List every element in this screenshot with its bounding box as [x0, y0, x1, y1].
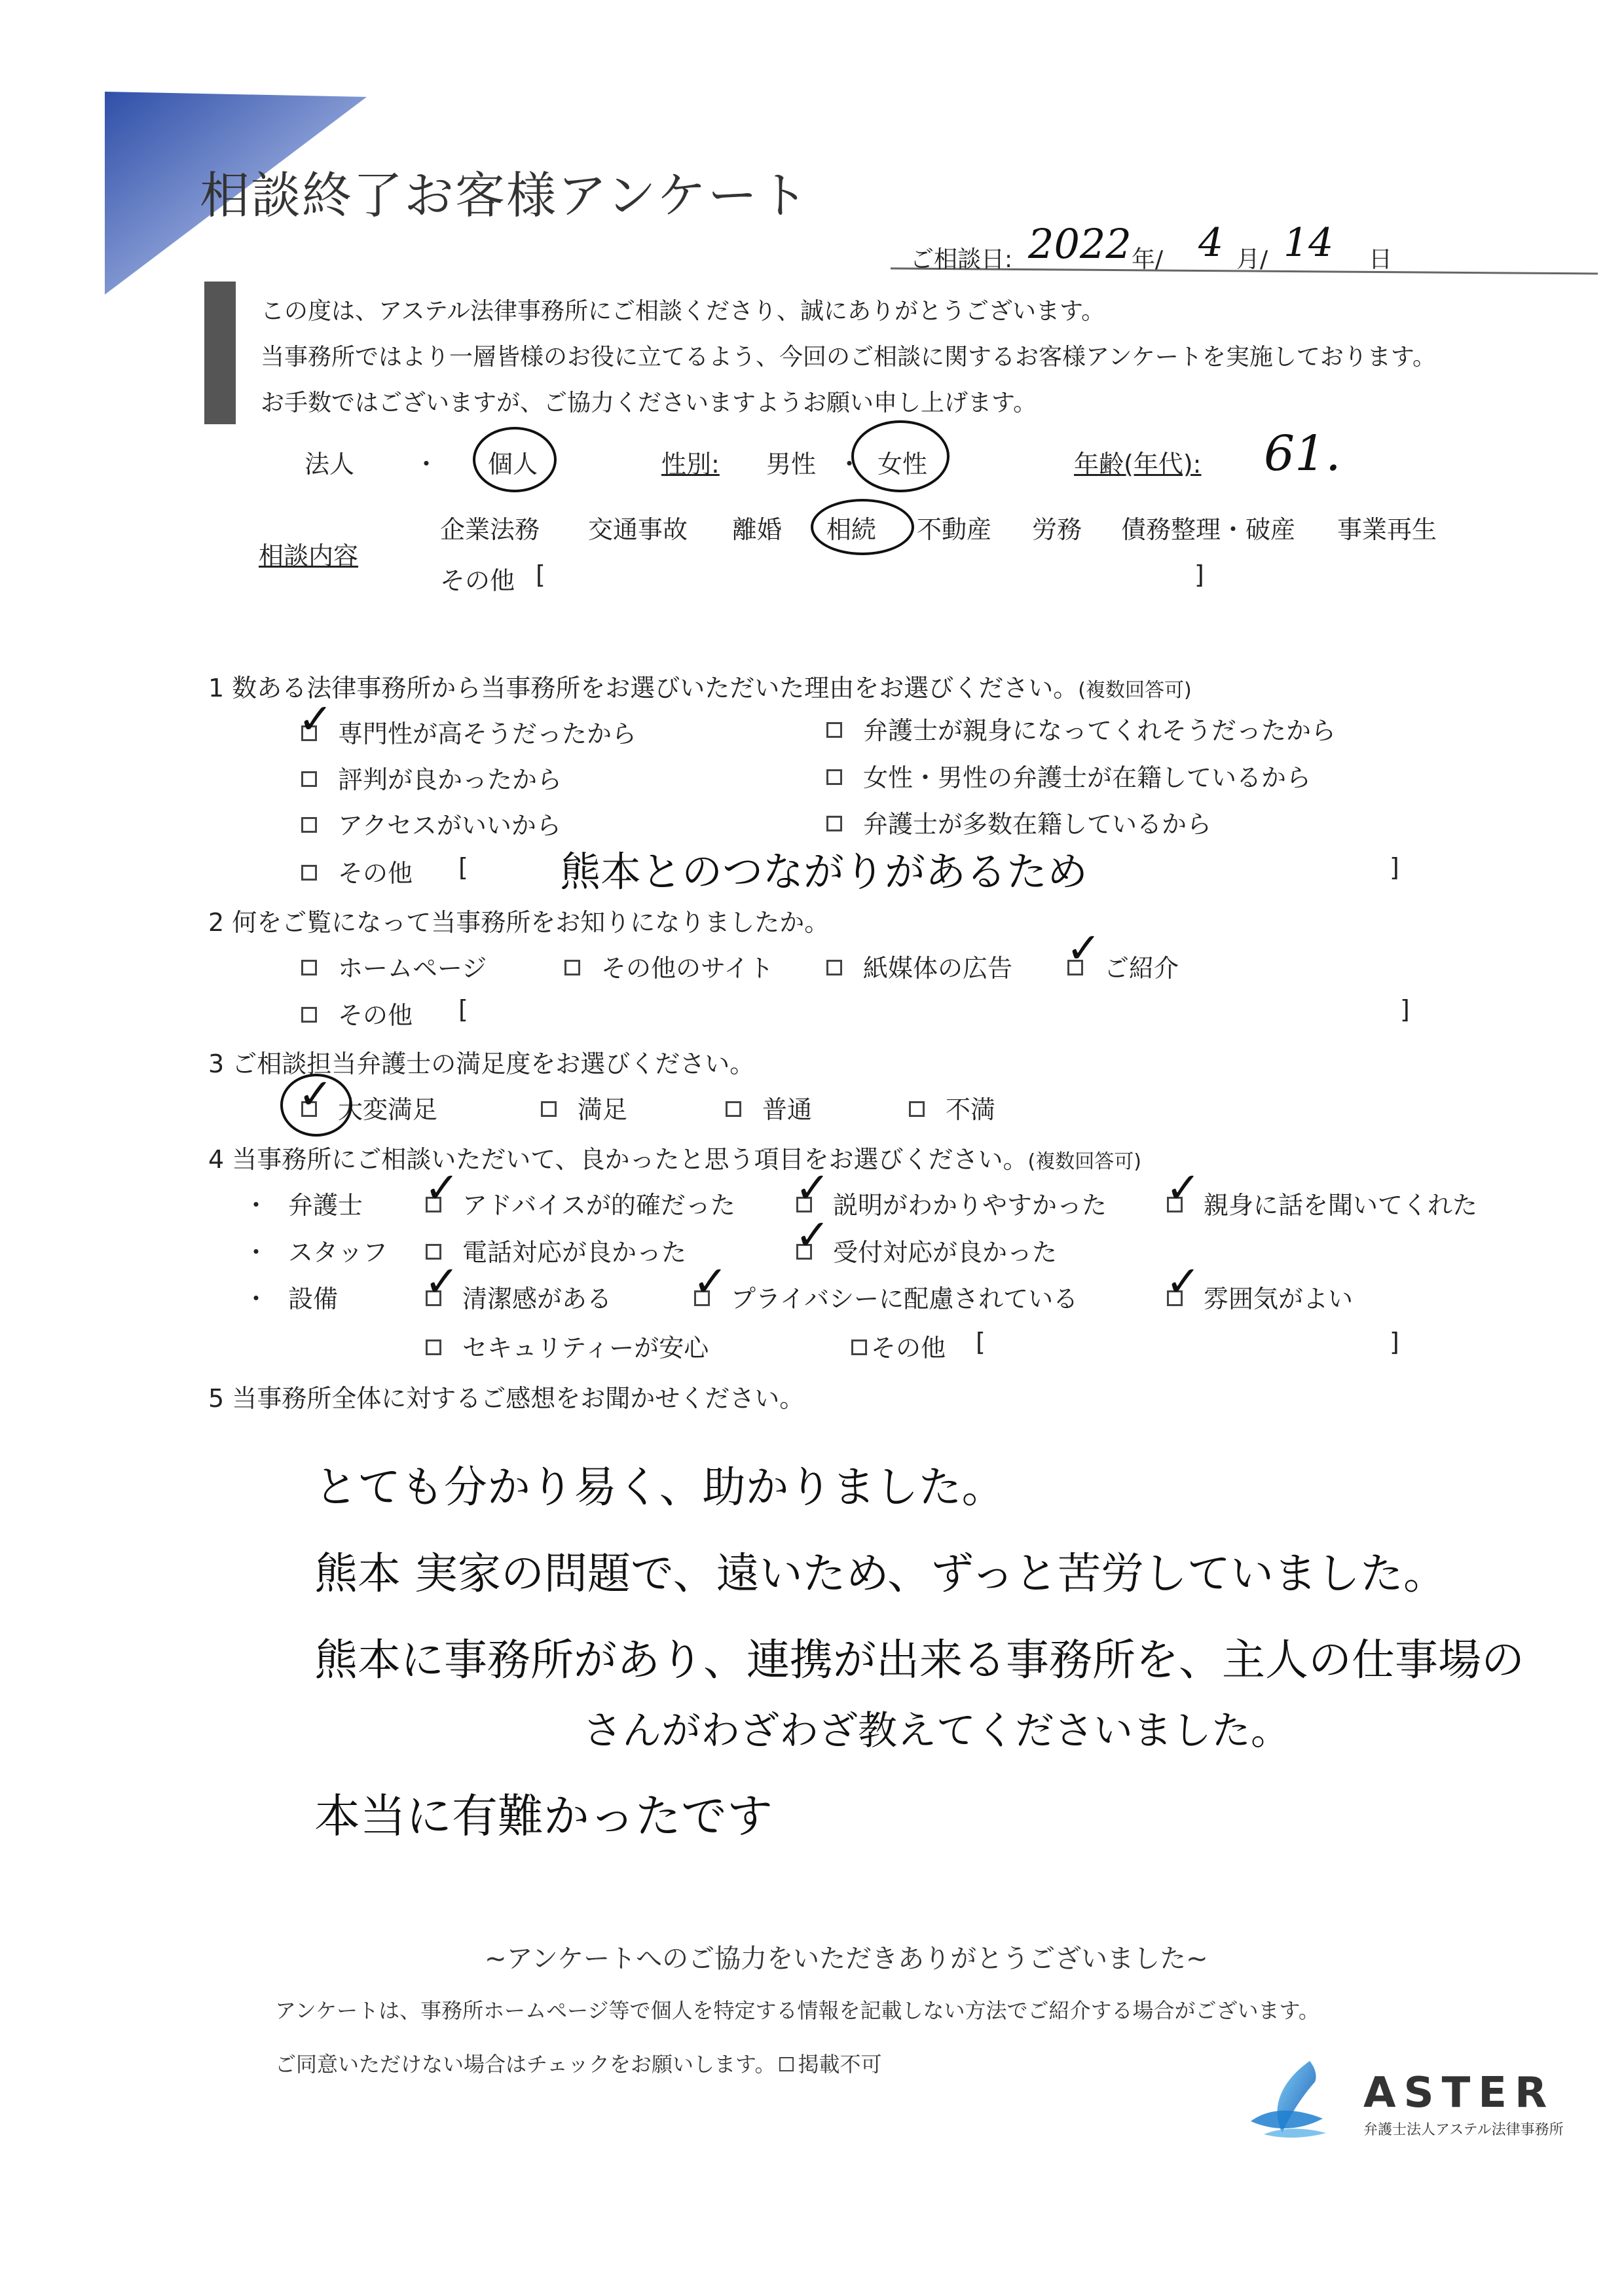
q4-other-open: [ [976, 1328, 986, 1357]
checkbox[interactable] [826, 769, 842, 785]
q1-other-open: [ [458, 853, 468, 882]
q4-privacy-check-mark: ✓ [693, 1258, 728, 1306]
q4-option-security[interactable]: セキュリティーが安心 [426, 1328, 709, 1364]
q5-comment-line-5: 本当に有難かったです [314, 1789, 773, 1843]
logo-subtitle: 弁護士法人アステル法律事務所 [1363, 2122, 1564, 2138]
q2-other-close: ] [1400, 995, 1410, 1024]
gender-label: 性別: [661, 450, 720, 479]
category-other-open: [ [536, 560, 545, 589]
intro-line-1: この度は、アステル法律事務所にご相談くださり、誠にありがとうございます。 [261, 298, 1105, 325]
q4-atmosphere-check-mark: ✓ [1166, 1258, 1201, 1306]
checkbox[interactable] [301, 1007, 317, 1023]
q4-explanation-check-mark: ✓ [795, 1164, 830, 1212]
date-year-unit: 年/ [1132, 246, 1164, 273]
intro-line-2: 当事務所ではより一層皆様のお役に立てるよう、今回のご相談に関するお客様アンケートを実施しております。 [261, 344, 1436, 371]
checkbox[interactable] [301, 771, 317, 787]
q2-option-homepage[interactable]: ホームページ [301, 948, 487, 984]
logo-name: ASTER [1363, 2069, 1555, 2117]
separator-dot-2: ・ [837, 450, 862, 479]
intro-bar [204, 282, 236, 424]
q1-option-reputation[interactable]: 評判が良かったから [301, 759, 562, 795]
category-labor[interactable]: 労務 [1032, 515, 1082, 544]
checkbox[interactable] [909, 1101, 925, 1117]
individual-option[interactable]: 個人 [488, 450, 538, 479]
category-divorce[interactable]: 離婚 [732, 515, 783, 544]
q4-row-lawyer-label: 弁護士 [288, 1191, 363, 1220]
q2-option-referral[interactable]: ご紹介 [1067, 948, 1179, 984]
no-publish-label: 掲載不可 [798, 2052, 882, 2077]
intro-line-3: お手数ではございますが、ご協力くださいますようお願い申し上げます。 [261, 390, 1037, 416]
checkbox[interactable] [301, 817, 317, 833]
category-other-label: その他 [440, 566, 515, 595]
q1-title: 1 数ある法律事務所から当事務所をお選びいただいた理由をお選びください。(複数回答可) [208, 674, 1192, 702]
q2-title: 2 何をご覧になって当事務所をお知りになりましたか。 [208, 908, 830, 937]
category-traffic[interactable]: 交通事故 [588, 515, 688, 544]
q2-option-other[interactable]: その他 [301, 995, 413, 1031]
date-label: ご相談日: [910, 246, 1013, 273]
date-month-unit: 月/ [1236, 246, 1268, 273]
corp-option[interactable]: 法人 [304, 450, 355, 479]
female-option[interactable]: 女性 [877, 450, 928, 479]
q3-option-neutral[interactable]: 普通 [726, 1089, 812, 1125]
q1-option-expertise[interactable]: 専門性が高そうだったから [301, 714, 637, 750]
consult-content-label: 相談内容 [259, 541, 359, 570]
category-business-revival[interactable]: 事業再生 [1337, 515, 1437, 544]
q4-bullet: ・ [244, 1285, 269, 1313]
q1-option-gender[interactable]: 女性・男性の弁護士が在籍しているから [826, 757, 1311, 793]
checkbox[interactable] [826, 722, 842, 738]
q5-comment-line-2: 熊本 実家の問題で、遠いため、ずっと苦労していました。 [314, 1548, 1447, 1599]
page-title: 相談終了お客様アンケート [200, 166, 810, 225]
q4-row-staff-label: スタッフ [288, 1238, 388, 1267]
q4-option-explanation[interactable]: 説明がわかりやすかった [796, 1185, 1107, 1221]
q1-option-other[interactable]: その他 [301, 853, 413, 889]
q4-option-other[interactable]: その他 [851, 1328, 946, 1364]
q1-option-access[interactable]: アクセスがいいから [301, 805, 561, 841]
q1-option-caring[interactable]: 弁護士が親身になってくれそうだったから [826, 710, 1336, 746]
checkbox[interactable] [564, 960, 580, 975]
male-option[interactable]: 男性 [766, 450, 817, 479]
aster-logo-icon [1244, 2056, 1336, 2141]
age-label: 年齢(年代): [1074, 450, 1202, 479]
q1-other-handwritten: 熊本とのつながりがあるため [560, 848, 1088, 896]
q4-option-clean[interactable]: 清潔感がある [426, 1279, 612, 1315]
inheritance-circle-mark [811, 499, 914, 555]
checkbox[interactable] [726, 1101, 741, 1117]
q4-other-close: ] [1390, 1328, 1399, 1357]
q5-comment-line-3: 熊本に事務所があり、連携が出来る事務所を、主人の仕事場の [314, 1635, 1524, 1685]
checkbox[interactable] [426, 1244, 441, 1260]
q2-referral-check-mark: ✓ [1066, 924, 1101, 973]
checkbox[interactable] [301, 865, 317, 881]
q4-title: 4 当事務所にご相談いただいて、良かったと思う項目をお選びください。(複数回答可) [208, 1145, 1141, 1174]
category-debt[interactable]: 債務整理・破産 [1121, 515, 1296, 544]
consent-notice: ご同意いただけない場合はチェックをお願いします。 掲載不可 [275, 2052, 882, 2077]
q3-option-dissatisfied[interactable]: 不満 [909, 1089, 995, 1125]
category-inheritance[interactable]: 相続 [826, 515, 877, 544]
q4-row-facility-label: 設備 [288, 1285, 339, 1313]
checkbox[interactable] [851, 1339, 867, 1355]
date-year-value: 2022 [1028, 220, 1132, 268]
checkbox[interactable] [301, 960, 317, 975]
q4-option-advice[interactable]: アドバイスが的確だった [426, 1185, 735, 1221]
q3-very-satisfied-circle-mark [280, 1074, 352, 1137]
category-real-estate[interactable]: 不動産 [917, 515, 992, 544]
q4-bullet: ・ [244, 1238, 269, 1267]
q2-other-open: [ [458, 995, 468, 1024]
q3-very-satisfied-check-mark: ✓ [298, 1070, 333, 1119]
date-month-value: 4 [1198, 220, 1224, 266]
checkbox[interactable] [426, 1339, 441, 1355]
q1-other-close: ] [1390, 853, 1399, 882]
date-day-unit: 日 [1369, 246, 1393, 273]
q1-option-many-lawyers[interactable]: 弁護士が多数在籍しているから [826, 804, 1211, 840]
separator-dot: ・ [414, 450, 439, 479]
q4-listening-check-mark: ✓ [1166, 1164, 1201, 1212]
checkbox[interactable] [541, 1101, 557, 1117]
publication-notice: アンケートは、事務所ホームページ等で個人を特定する情報を記載しない方法でご紹介する場合がございます。 [275, 1998, 1320, 2023]
female-circle-mark [851, 420, 950, 492]
date-day-value: 14 [1283, 220, 1334, 266]
no-publish-checkbox[interactable] [779, 2057, 794, 2071]
q4-reception-check-mark: ✓ [795, 1211, 830, 1260]
q4-bullet: ・ [244, 1191, 269, 1220]
q4-option-atmosphere[interactable]: 雰囲気がよい [1167, 1279, 1353, 1315]
q3-title: 3 ご相談担当弁護士の満足度をお選びください。 [208, 1049, 755, 1078]
q4-option-phone[interactable]: 電話対応が良かった [426, 1232, 686, 1268]
category-corporate[interactable]: 企業法務 [440, 515, 540, 544]
age-value: 61. [1264, 426, 1341, 482]
checkbox[interactable] [826, 816, 842, 831]
q4-option-listening[interactable]: 親身に話を聞いてくれた [1167, 1185, 1477, 1221]
q3-option-very-satisfied[interactable]: 大変満足 [301, 1089, 437, 1125]
thanks-message: ~アンケートへのご協力をいただきありがとうございました~ [485, 1944, 1208, 1974]
checkbox[interactable] [826, 960, 842, 975]
q1-expertise-check-mark: ✓ [298, 695, 333, 744]
individual-circle-mark [473, 427, 557, 492]
q3-option-satisfied[interactable]: 満足 [541, 1089, 627, 1125]
q4-advice-check-mark: ✓ [424, 1164, 460, 1212]
q5-comment-line-1: とても分かり易く、助かりました。 [314, 1462, 1005, 1512]
q4-option-privacy[interactable]: プライバシーに配慮されている [694, 1279, 1078, 1315]
category-other-close: ] [1194, 560, 1204, 589]
q4-option-reception[interactable]: 受付対応が良かった [796, 1232, 1057, 1268]
q4-clean-check-mark: ✓ [424, 1258, 460, 1306]
q5-title: 5 当事務所全体に対するご感想をお聞かせください。 [208, 1384, 805, 1413]
q5-comment-line-4: さんがわざわざ教えてくださいました。 [583, 1708, 1290, 1754]
q2-option-other-sites[interactable]: その他のサイト [564, 948, 773, 984]
q2-option-print-ad[interactable]: 紙媒体の広告 [826, 948, 1012, 984]
